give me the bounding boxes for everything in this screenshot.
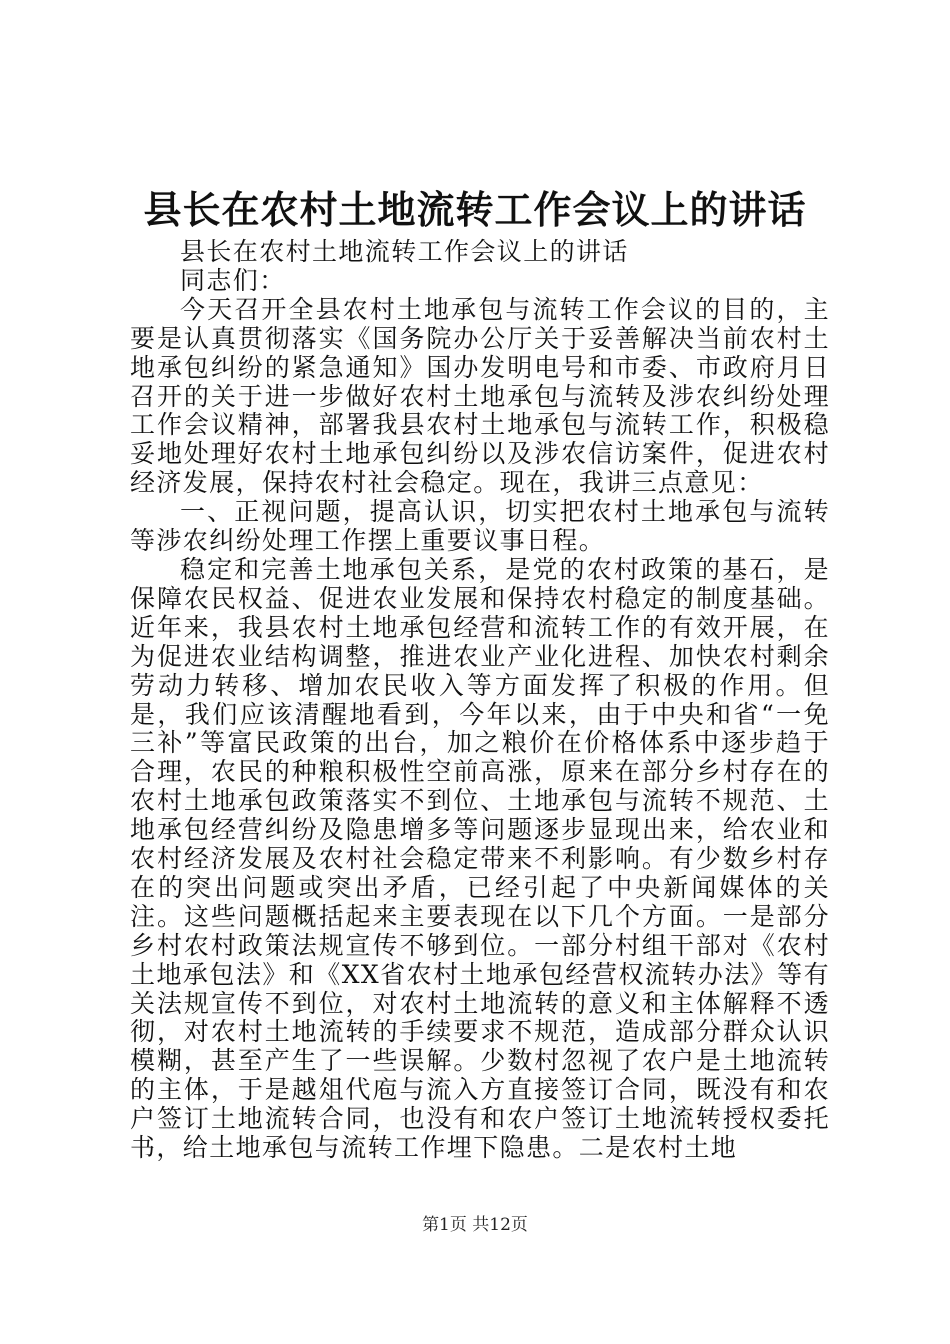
section-heading-1: 一、正视问题，提高认识，切实把农村土地承包与流转等涉农纠纷处理工作摆上重要议事日程。 — [130, 497, 830, 556]
subtitle-paragraph: 县长在农村土地流转工作会议上的讲话 — [180, 237, 629, 266]
salutation-paragraph: 同志们： — [180, 265, 286, 295]
intro-paragraph: 今天召开全县农村土地承包与流转工作会议的目的，主要是认真贯彻落实《国务院办公厅关于妥善解决当前农村土地承包纠纷的紧急通知》国办发明电号和市委、市政府月日召开的关于进一步做好农村土地承包与流转及涉农纠纷处理工作会议精神，部署我县农村土地承包与流转工作，积极稳妥地处理好农村土地承包纠纷以及涉农信访案件，促进农村经济发展，保持农村社会稳定。现在，我讲三点意见： — [130, 294, 830, 498]
document-body — [130, 238, 830, 1163]
body-paragraph: 稳定和完善土地承包关系，是党的农村政策的基石，是保障农民权益、促进农业发展和保持农村稳定的制度基础。近年来，我县农村土地承包经营和流转工作的有效开展，在为促进农业结构调整，推进农业产业化进程、加快农村剩余劳动力转移、增加农民收入等方面发挥了积极的作用。但是，我们应该清醒地看到，今年以来，由于中央和省“一免三补”等富民政策的出台，加之粮价在价格体系中逐步趋于合理，农民的种粮积极性空前高涨，原来在部分乡村存在的农村土地承包政策落实不到位、土地承包与流转不规范、土地承包经营纠纷及隐患增多等问题逐步显现出来，给农业和农村经济发展及农村社会稳定带来不利影响。有少数乡村存在的突出问题或突出矛盾，已经引起了中央新闻媒体的关注。这些问题概括起来主要表现在以下几个方面。一是部分乡村农村政策法规宣传不够到位。一部分村组干部对《农村土地承包法》和《XX省农村土地承包经营权流转办法》等有关法规宣传不到位，对农村土地流转的意义和主体解释不透彻，对农村土地流转的手续要求不规范，造成部分群众认识模糊，甚至产生了一些误解。少数村忽视了农户是土地流转的主体，于是越俎代庖与流入方直接签订合同，既没有和农户签订土地流转合同，也没有和农户签订土地流转授权委托书，给土地承包与流转工作埋下隐患。二是农村土地 — [130, 554, 830, 1163]
document-title: 县长在农村土地流转工作会议上的讲话 — [143, 187, 807, 232]
page-footer: 第1页 共12页 — [422, 1215, 528, 1235]
